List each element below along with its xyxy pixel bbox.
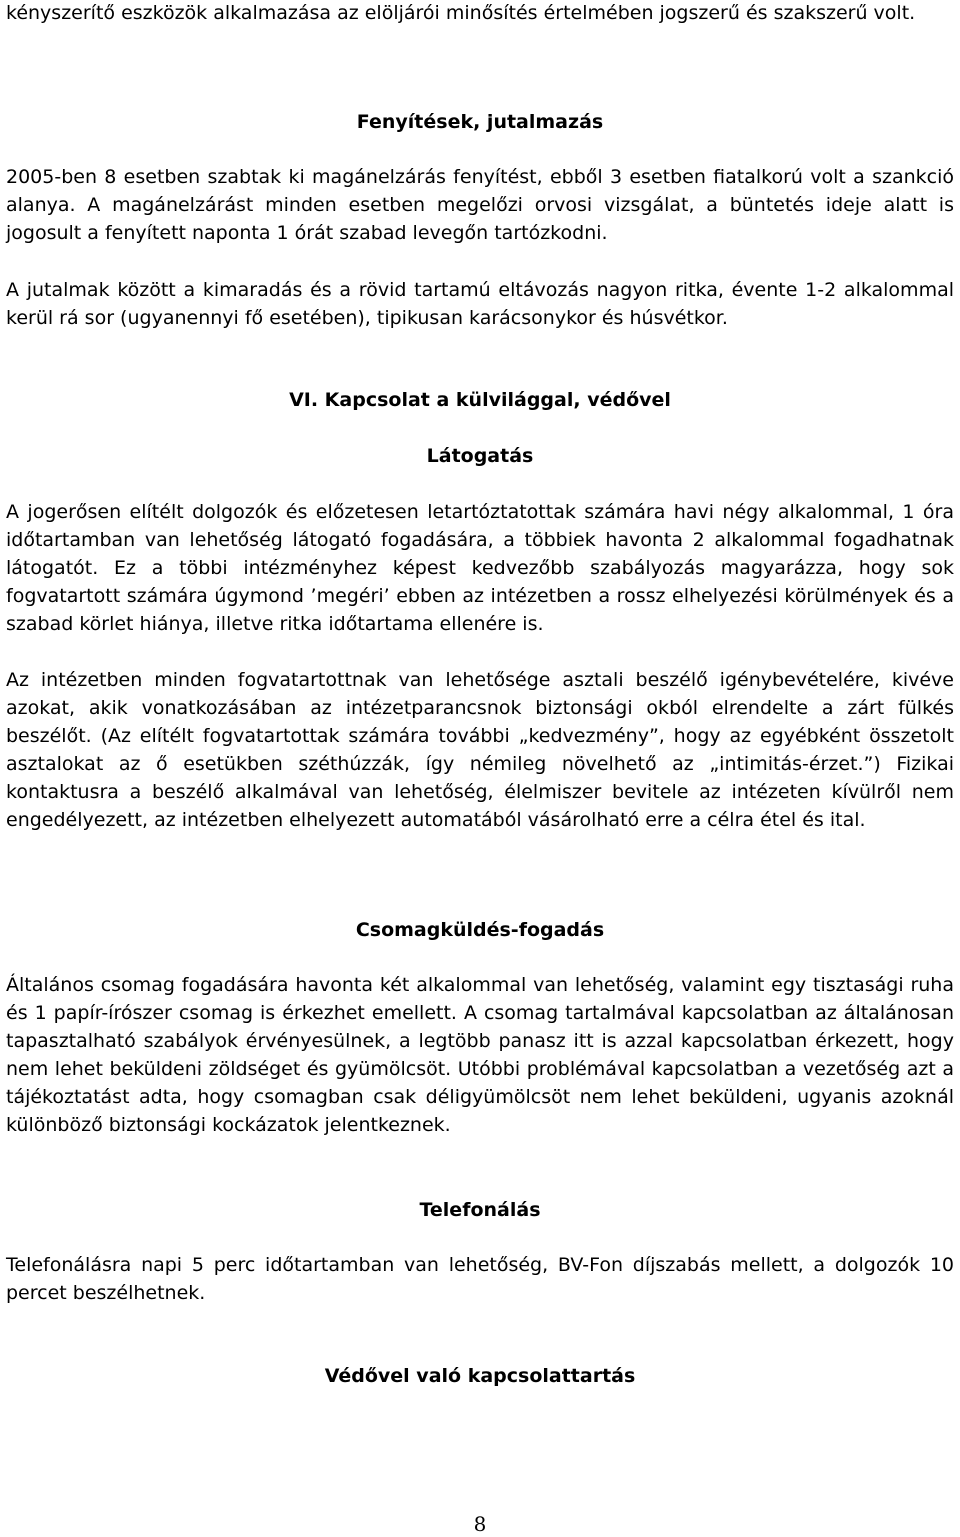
heading-fenyitesek (6, 108, 954, 136)
paragraph-text: Az intézetben minden fogvatartottnak van lehetősége asztali beszélő igénybevételére, kivéve azokat, akik vonatkozásában az intézetparancsnok biztonsági okból elrendelte a zárt fülkés beszélőt. (Az elítélt fogvatartottak számára további „kedvezmény”, hogy az egyébként összetolt asztalokat az ő esetükben széthúzzák, így némileg növelhető az „intimitás-érzet.”) Fizikai kontaktusra a beszélő alkalmával van lehetőség, élelmiszer bevitele az intézeten kívülről nem engedélyezett, az intézetben elhelyezett automatából vásárolható erre a célra étel és ital. (6, 669, 954, 831)
paragraph-text: 2005-ben 8 esetben szabtak ki magánelzárás fenyítést, ebből 3 esetben fiatalkorú volt a szankció alanya. A magánelzárást minden esetben megelőzi orvosi vizsgálat, a büntetés ideje alatt is jogosult a fenyített naponta 1 órát szabad levegőn tartózkodni. (6, 166, 954, 244)
section-heading: Fenyítések, jutalmazás (356, 111, 604, 133)
paragraph-fenyitesek (6, 163, 954, 247)
paragraph-text: Általános csomag fogadására havonta két alkalommal van lehetőség, valamint egy tisztasági ruha és 1 papír-írószer csomag is érkezhet emellett. A csomag tartalmával kapcsolatban az általánosan tapasztalható szabályok érvényesülnek, a legtöbb panasz itt is azzal kapcsolatban érkezett, hogy nem lehet beküldeni zöldséget és gyümölcsöt. Utóbbi problémával kapcsolatban a vezetőség azt a tájékoztatást adta, hogy csomagban csak déligyümölcsöt nem lehet beküldeni, ugyanis azoknál különböző biztonsági kockázatok jelentkeznek. (6, 974, 954, 1136)
heading-vedo (6, 1362, 954, 1390)
paragraph-latogatas (6, 498, 954, 638)
paragraph-jutalmak (6, 276, 954, 332)
paragraph-intro (6, 0, 954, 27)
section-heading: Telefonálás (419, 1199, 541, 1221)
section-heading: Látogatás (426, 445, 534, 467)
paragraph-telefon (6, 1251, 954, 1307)
heading-telefon (6, 1196, 954, 1224)
section-heading: Védővel való kapcsolattartás (324, 1365, 636, 1387)
paragraph-text: kényszerítő eszközök alkalmazása az elöljárói minősítés értelmében jogszerű és szakszerű volt. (6, 2, 916, 24)
section-heading: Csomagküldés-fogadás (355, 919, 605, 941)
heading-latogatas (6, 442, 954, 470)
paragraph-csomag (6, 971, 954, 1139)
page-number: 8 (473, 1512, 487, 1536)
heading-csomag (6, 916, 954, 944)
chapter-heading: VI. Kapcsolat a külvilággal, védővel (289, 389, 671, 411)
paragraph-beszelo (6, 666, 954, 834)
paragraph-text: Telefonálásra napi 5 perc időtartamban van lehetőség, BV-Fon díjszabás mellett, a dolgozók 10 percet beszélhetnek. (6, 1254, 954, 1304)
paragraph-text: A jutalmak között a kimaradás és a rövid tartamú eltávozás nagyon ritka, évente 1-2 alkalommal kerül rá sor (ugyanennyi fő esetében), tipikusan karácsonykor és húsvétkor. (6, 279, 954, 329)
heading-kapcsolat (6, 386, 954, 414)
paragraph-text: A jogerősen elítélt dolgozók és előzetesen letartóztatottak számára havi négy alkalommal, 1 óra időtartamban van lehetőség látogató fogadására, a többiek havonta 2 alkalommal fogadhatnak látogatót. Ez a többi intézményhez képest kedvezőbb szabályozás magyarázza, hogy sok fogvatartott számára úgymond ’megéri’ ebben az intézetben a rossz elhelyezési körülmények és a szabad körlet hiánya, illetve ritka időtartama ellenére is. (6, 501, 954, 635)
